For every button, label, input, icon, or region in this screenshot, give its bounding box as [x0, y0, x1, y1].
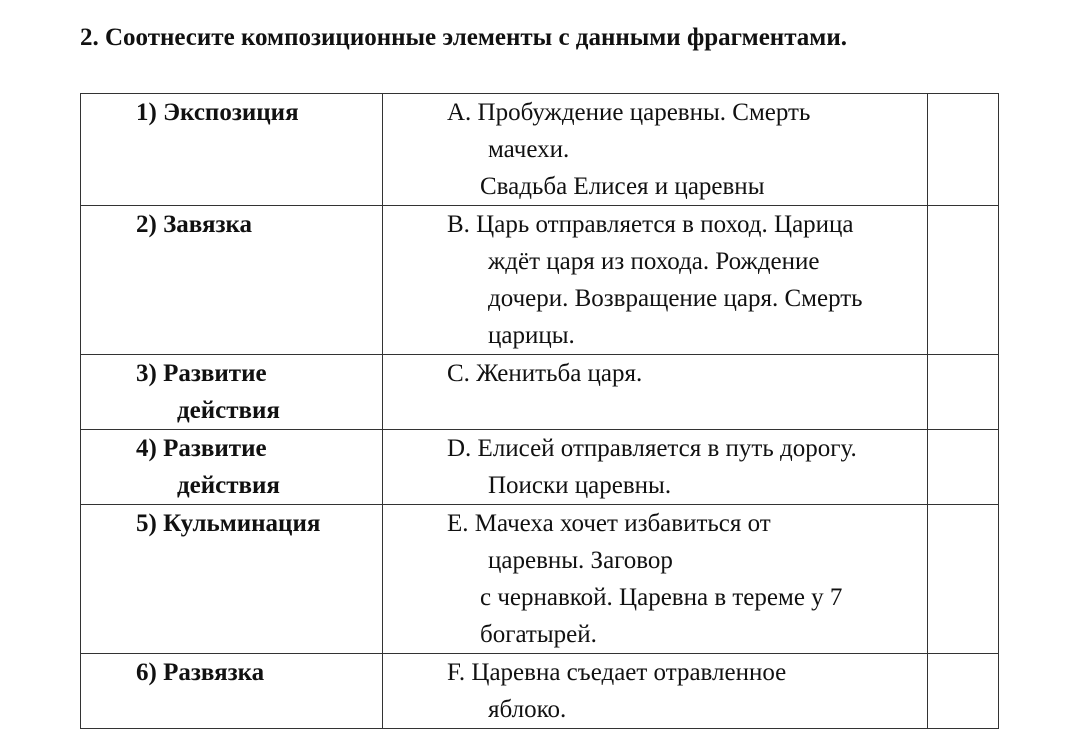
- table-row: [81, 94, 999, 206]
- fragment-cell: [383, 206, 928, 355]
- fragment-text: мачехи.: [488, 136, 570, 163]
- composition-element-cell: [81, 430, 383, 505]
- answer-cell[interactable]: [928, 505, 999, 654]
- fragment-text: Свадьба Елисея и царевны: [480, 173, 765, 200]
- answer-cell[interactable]: [928, 654, 999, 729]
- answer-cell[interactable]: [928, 206, 999, 355]
- answer-cell[interactable]: [928, 430, 999, 505]
- answer-cell[interactable]: [928, 94, 999, 206]
- composition-element-cell: [81, 654, 383, 729]
- element-text: 1) Экспозиция: [136, 99, 299, 126]
- fragment-cell: [383, 355, 928, 430]
- composition-element-cell: [81, 94, 383, 206]
- fragment-text: царицы.: [488, 322, 575, 349]
- matching-table: [80, 93, 999, 729]
- fragment-text: богатырей.: [480, 621, 597, 648]
- fragment-text: царевны. Заговор: [488, 547, 673, 574]
- fragment-text: E. Мачеха хочет избавиться от: [447, 510, 771, 537]
- fragment-text: C. Женитьба царя.: [447, 360, 643, 387]
- composition-element-cell: [81, 206, 383, 355]
- element-text: 3) Развитие: [136, 360, 267, 387]
- table-row: [81, 654, 999, 729]
- fragment-text: F. Царевна съедает отравленное: [447, 659, 787, 686]
- fragment-cell: [383, 505, 928, 654]
- fragment-cell: [383, 94, 928, 206]
- task-title: 2. Соотнесите композиционные элементы с данными фрагментами.: [80, 24, 847, 51]
- element-text: 5) Кульминация: [136, 510, 321, 537]
- element-text: 6) Развязка: [136, 659, 265, 686]
- fragment-text: дочери. Возвращение царя. Смерть: [488, 285, 863, 312]
- element-text: действия: [177, 472, 280, 499]
- fragment-cell: [383, 430, 928, 505]
- fragment-text: D. Елисей отправляется в путь дорогу.: [447, 435, 857, 462]
- composition-element-cell: [81, 505, 383, 654]
- table-row: [81, 430, 999, 505]
- composition-element-cell: [81, 355, 383, 430]
- fragment-text: ждёт царя из похода. Рождение: [488, 248, 820, 275]
- table-row: [81, 355, 999, 430]
- fragment-text: с чернавкой. Царевна в тереме у 7: [480, 584, 843, 611]
- element-text: 4) Развитие: [136, 435, 267, 462]
- table-row: [81, 206, 999, 355]
- answer-cell[interactable]: [928, 355, 999, 430]
- element-text: действия: [177, 397, 280, 424]
- element-text: 2) Завязка: [136, 211, 253, 238]
- fragment-text: Поиски царевны.: [488, 472, 672, 499]
- fragment-text: B. Царь отправляется в поход. Царица: [447, 211, 854, 238]
- fragment-text: яблоко.: [488, 696, 567, 723]
- fragment-cell: [383, 654, 928, 729]
- fragment-text: A. Пробуждение царевны. Смерть: [447, 99, 811, 126]
- table-row: [81, 505, 999, 654]
